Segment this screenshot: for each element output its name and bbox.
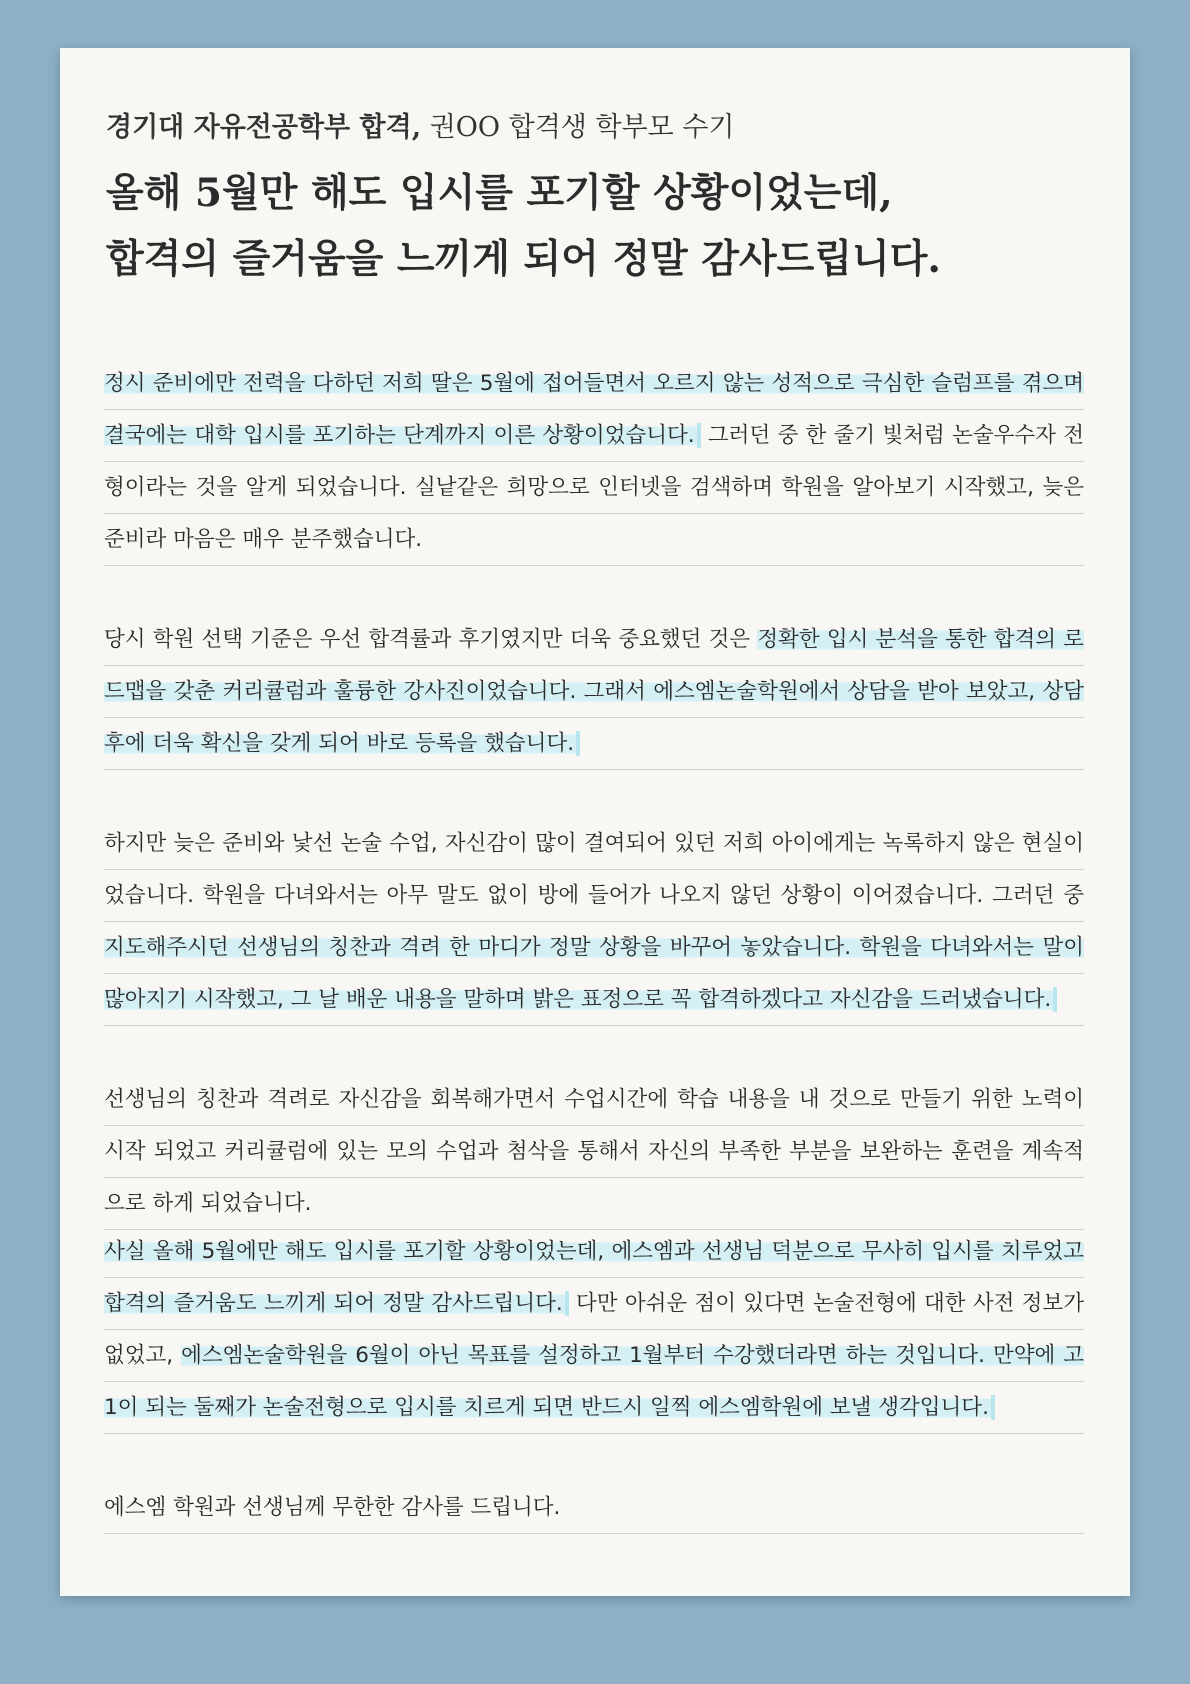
paragraph-text: 선생님의 칭찬과 격려로 자신감을 회복해가면서 수업시간에 학습 내용을 내 것으로 만들기 위한 노력이 시작 되었고 커리큘럼에 있는 모의 수업과 첨삭을 통해서 자신의 부족한 부분을 보완하는 훈련을 계속적으로 하게 되었습니다. — [104, 1087, 1084, 1216]
paragraph-3 — [104, 818, 1084, 1026]
paragraph-text: 하지만 늦은 준비와 낯선 논술 수업, 자신감이 많이 결여되어 있던 저희 아이에게는 녹록하지 않은 현실이었습니다. 학원을 다녀와서는 아무 말도 없이 방에 들어가 나오지 않던 상황이 이어졌습니다. 그러던 중 — [104, 831, 1084, 908]
highlight: 사실 올해 5월에만 해도 입시를 포기할 상황이었는데, 에스엠과 선생님 덕분으로 무사히 입시를 치루었고 합격의 즐거움도 느끼게 되어 정말 감사드립니다. — [104, 1239, 1084, 1316]
letter-title — [106, 160, 1084, 292]
highlight: 에스엠논술학원을 6월이 아닌 목표를 설정하고 1월부터 수강했더라면 하는 것입니다. 만약에 고1이 되는 둘째가 논술전형으로 입시를 치르게 되면 반드시 일찍 에스엠학원에 보낼 생각입니다. — [104, 1343, 1084, 1420]
letter-header — [106, 110, 1084, 292]
subtitle-author: 권OO 합격생 학부모 수기 — [421, 112, 735, 143]
letter-paper — [60, 48, 1130, 1596]
highlight: 지도해주시던 선생님의 칭찬과 격려 한 마디가 정말 상황을 바꾸어 놓았습니다. 학원을 다녀와서는 말이 많아지기 시작했고, 그 날 배운 내용을 말하며 밝은 표정으로 꼭 합격하겠다고 자신감을 드러냈습니다. — [104, 935, 1084, 1012]
letter-subtitle — [106, 110, 1084, 146]
title-line-2: 합격의 즐거움을 느끼게 되어 정말 감사드립니다. — [106, 236, 941, 282]
highlight: 정확한 입시 분석을 통한 합격의 로드맵을 갖춘 커리큘럼과 훌륭한 강사진이었습니다. 그래서 에스엠논술학원에서 상담을 받아 보았고, 상담 후에 더욱 확신을 갖게 되어 바로 등록을 했습니다. — [104, 627, 1084, 756]
paragraph-text: 다만 아쉬운 점이 있다면 논술전형에 대한 사전 정보가 없었고, — [104, 1291, 1084, 1368]
paragraph-5 — [104, 1226, 1084, 1434]
paragraph-text: 그러던 중 한 줄기 빛처럼 논술우수자 전형이라는 것을 알게 되었습니다. 실낱같은 희망으로 인터넷을 검색하며 학원을 알아보기 시작했고, 늦은 준비라 마음은 매우 분주했습니다. — [104, 423, 1084, 552]
paragraph-2 — [104, 614, 1084, 770]
paragraph-text: 에스엠 학원과 선생님께 무한한 감사를 드립니다. — [104, 1495, 561, 1520]
paragraph-1 — [104, 358, 1084, 566]
paragraph-6 — [104, 1482, 1084, 1534]
paragraph-4 — [104, 1074, 1084, 1230]
subtitle-school: 경기대 자유전공학부 합격, — [106, 112, 422, 143]
highlight: 정시 준비에만 전력을 다하던 저희 딸은 5월에 접어들면서 오르지 않는 성적으로 극심한 슬럼프를 겪으며 결국에는 대학 입시를 포기하는 단계까지 이른 상황이었습니다. — [104, 371, 1084, 448]
paragraph-text: 당시 학원 선택 기준은 우선 합격률과 후기였지만 더욱 중요했던 것은 — [104, 627, 758, 652]
title-line-1: 올해 5월만 해도 입시를 포기할 상황이었는데, — [106, 170, 893, 216]
